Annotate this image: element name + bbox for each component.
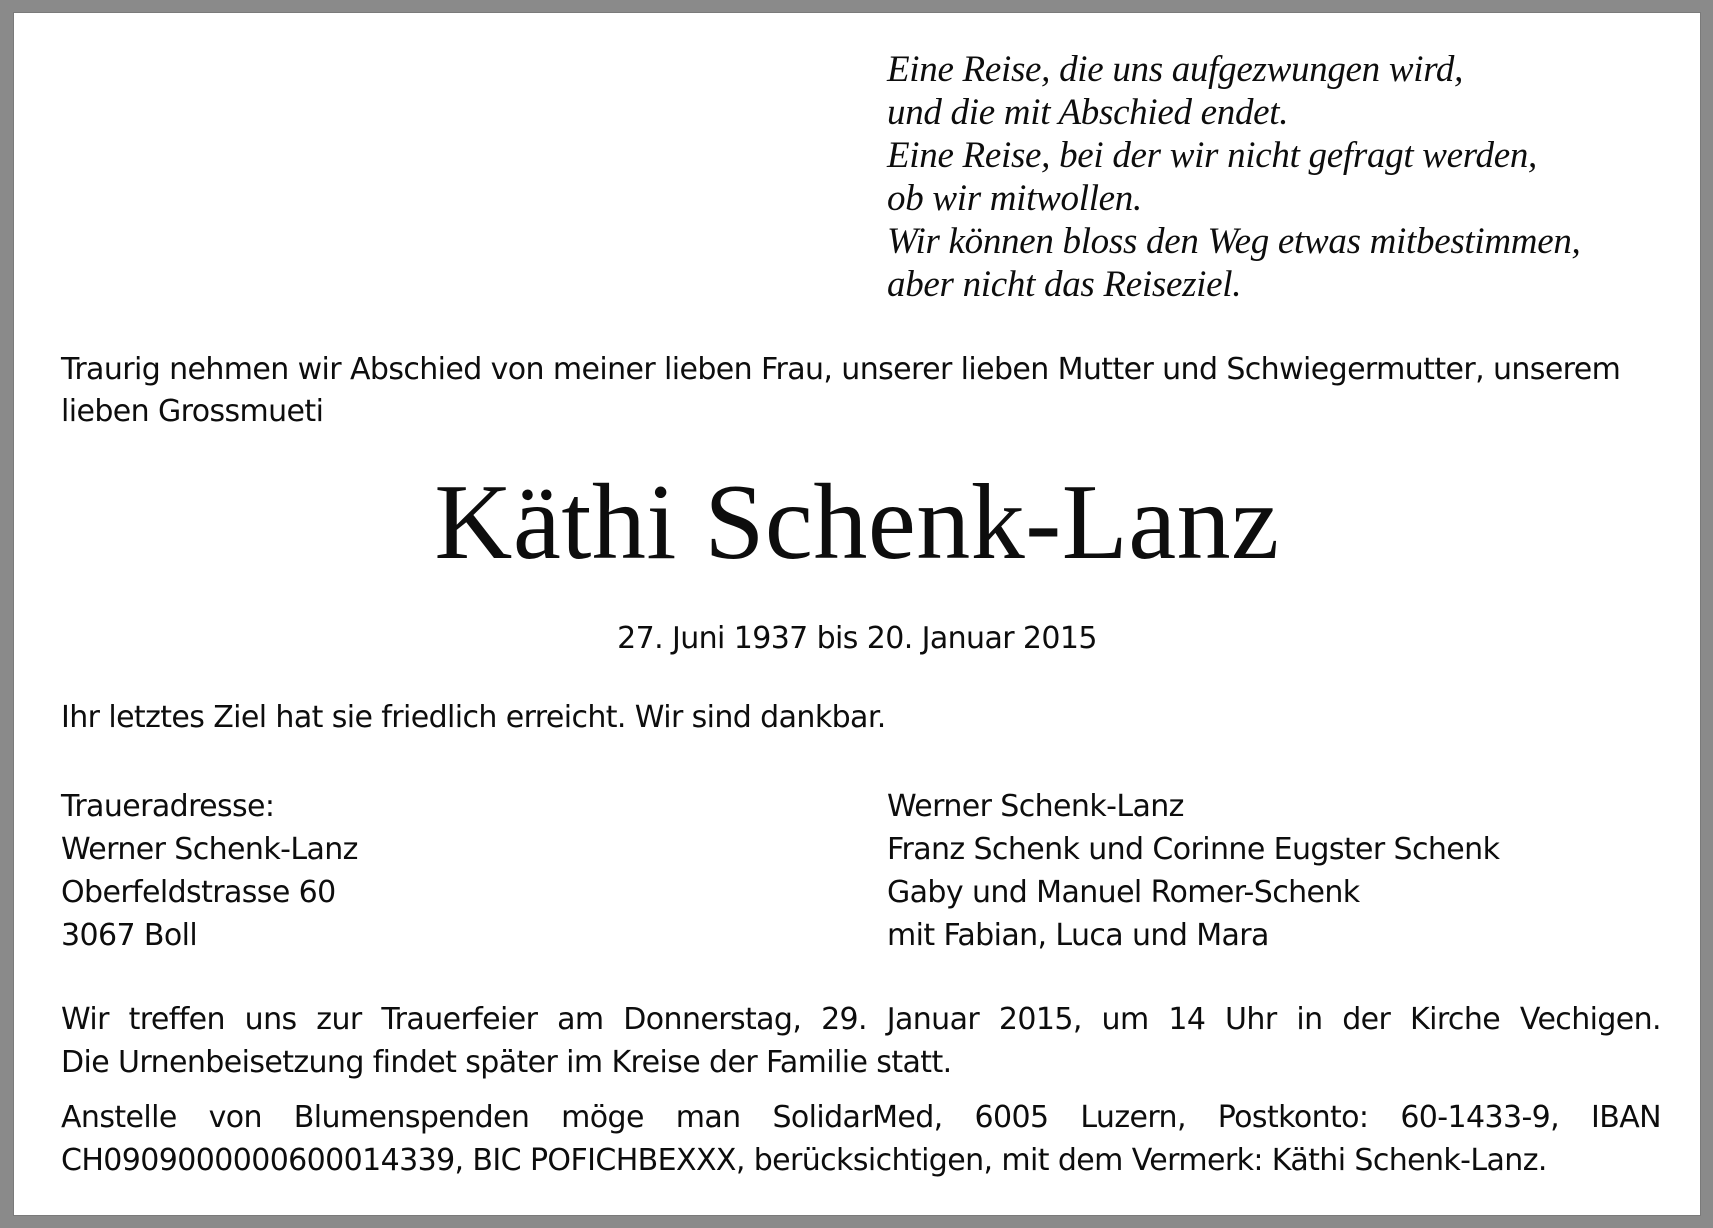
- family-line: Gaby und Manuel Romer-Schenk: [887, 875, 1360, 910]
- poem-line: ob wir mitwollen.: [887, 178, 1142, 219]
- poem-line: aber nicht das Reiseziel.: [887, 264, 1242, 305]
- poem-line: Eine Reise, die uns aufgezwungen wird,: [887, 49, 1464, 90]
- donation-line: Anstelle von Blumenspenden möge man SolidarMed, 6005 Luzern, Postkonto: 60-1433-9, IBAN: [61, 1100, 1661, 1135]
- donation-paragraph: [61, 1096, 1661, 1182]
- address-line: Oberfeldstrasse 60: [61, 875, 336, 910]
- poem-line: und die mit Abschied endet.: [887, 92, 1289, 133]
- intro-line: lieben Grossmueti: [61, 394, 324, 429]
- ceremony-paragraph: [61, 998, 1661, 1084]
- family-line: Franz Schenk und Corinne Eugster Schenk: [887, 832, 1500, 867]
- ceremony-line: Wir treffen uns zur Trauerfeier am Donnerstag, 29. Januar 2015, um 14 Uhr in der Kirche Vechigen.: [61, 1002, 1661, 1037]
- poem-line: Eine Reise, bei der wir nicht gefragt werden,: [887, 135, 1537, 176]
- closing-sentence: Ihr letztes Ziel hat sie friedlich erreicht. Wir sind dankbar.: [61, 700, 886, 735]
- address-line: Werner Schenk-Lanz: [61, 832, 358, 867]
- family-line: mit Fabian, Luca und Mara: [887, 918, 1269, 953]
- donation-line: CH0909000000600014339, BIC POFICHBEXXX, berücksichtigen, mit dem Vermerk: Käthi Schenk-Lanz.: [61, 1143, 1547, 1178]
- intro-line: Traurig nehmen wir Abschied von meiner lieben Frau, unserer lieben Mutter und Schwiegermutter, unserem: [61, 352, 1621, 387]
- poem-line: Wir können bloss den Weg etwas mitbestimmen,: [887, 221, 1581, 262]
- poem: [887, 48, 1581, 306]
- obituary-card: [14, 13, 1700, 1215]
- ceremony-line: Die Urnenbeisetzung findet später im Kreise der Familie statt.: [61, 1045, 952, 1080]
- family-list: [887, 785, 1499, 957]
- mourning-address: [61, 785, 358, 957]
- intro-text: [61, 349, 1661, 433]
- life-dates: 27. Juni 1937 bis 20. Januar 2015: [617, 621, 1097, 656]
- deceased-name: Käthi Schenk-Lanz: [434, 463, 1280, 582]
- family-line: Werner Schenk-Lanz: [887, 789, 1184, 824]
- address-line: 3067 Boll: [61, 918, 198, 953]
- address-label: Traueradresse:: [61, 789, 275, 824]
